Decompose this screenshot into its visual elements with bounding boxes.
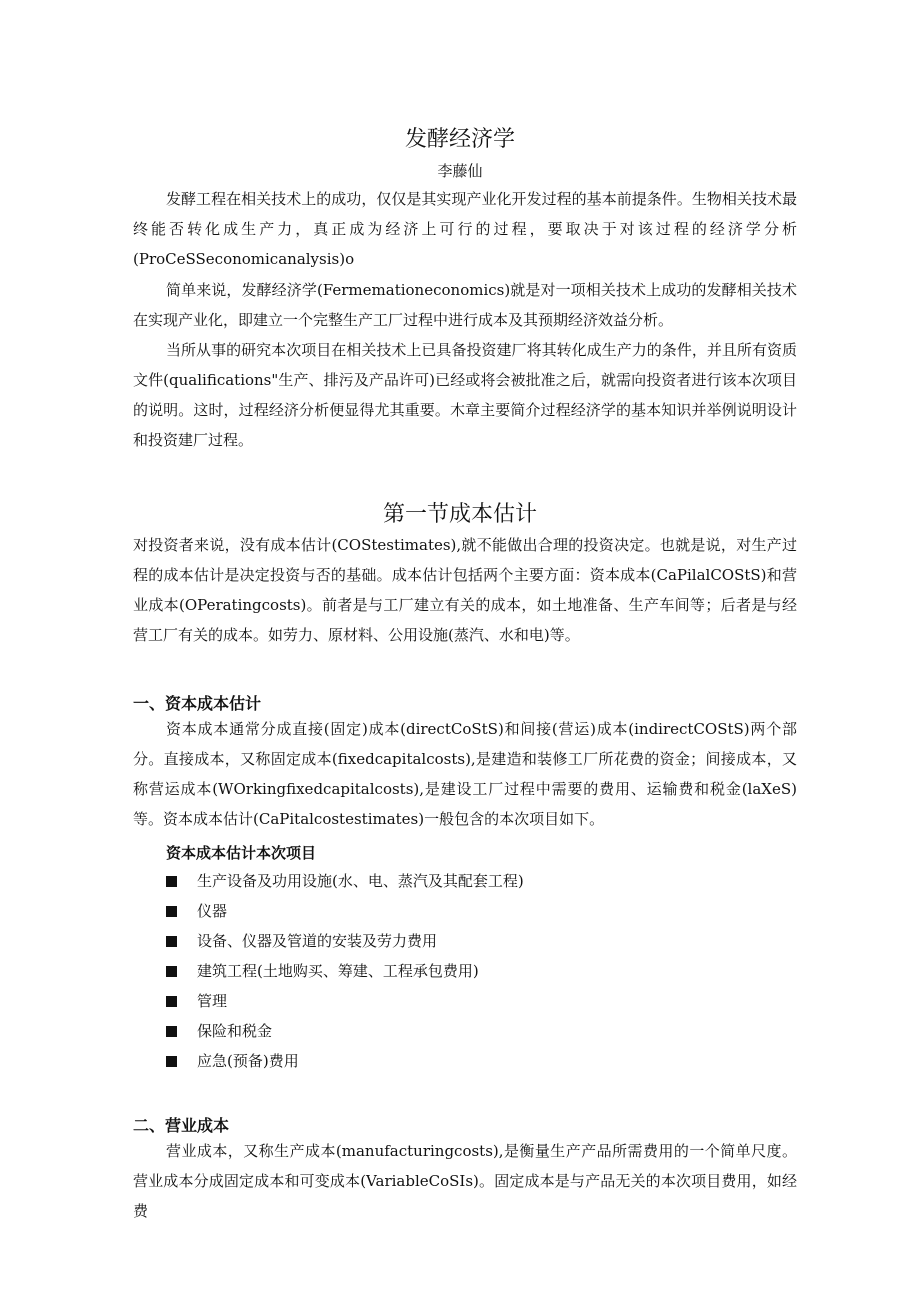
intro-paragraph-2: 简单来说，发酵经济学(Fermemationeconomics)就是对一项相关技术上成功的发酵相关技术在实现产业化，即建立一个完整生产工厂过程中进行成本及其预期经济效益分析。 [133, 281, 797, 329]
document-title: 发酵经济学 [404, 127, 515, 152]
square-bullet-icon [166, 966, 177, 977]
list-item: 建筑工程(土地购买、筹建、工程承包费用) [166, 956, 524, 986]
intro-paragraph-3: 当所从事的研究本次项目在相关技术上已具备投资建厂将其转化成生产力的条件，并且所有资质文件(qualifications"生产、排污及产品许可)已经或将会被批准之后，就需向投资者进行该本次项目的说明。这时，过程经济分析便显得尤其重要。木章主要简介过程经济学的基本知识并举例说明设计和投资建厂过程。 [133, 341, 797, 449]
list-item: 仪器 [166, 896, 524, 926]
list-item: 管理 [166, 986, 524, 1016]
document-author: 李藤仙 [437, 162, 483, 180]
cost-item-list [166, 866, 524, 1076]
square-bullet-icon [166, 906, 177, 917]
intro-paragraph-1: 发酵工程在相关技术上的成功，仅仅是其实现产业化开发过程的基本前提条件。生物相关技术最终能否转化成生产力，真正成为经济上可行的过程，要取决于对该过程的经济学分析(ProCeSSeconomicanalysis)o [133, 190, 797, 268]
list-item: 保险和税金 [166, 1016, 524, 1046]
section1-paragraph: 对投资者来说，没有成本估计(COStestimates),就不能做出合理的投资决定。也就是说，对生产过程的成本估计是决定投资与否的基础。成本估计包括两个主要方面：资本成本(CaPilalCOStS)和营业成本(OPeratingcosts)。前者是与工厂建立有关的成本，如土地准备、生产车间等；后者是与经营工厂有关的成本。如劳力、原材料、公用设施(蒸汽、水和电)等。 [133, 536, 797, 644]
subsection2-heading: 二、营业成本 [133, 1116, 230, 1135]
section-title: 第一节成本估计 [382, 502, 537, 527]
list-item: 应急(预备)费用 [166, 1046, 524, 1076]
list-item: 设备、仪器及管道的安装及劳力费用 [166, 926, 524, 956]
square-bullet-icon [166, 876, 177, 887]
square-bullet-icon [166, 996, 177, 1007]
square-bullet-icon [166, 936, 177, 947]
subsection2-paragraph: 营业成本，又称生产成本(manufacturingcosts),是衡量生产产品所需费用的一个简单尺度。营业成本分成固定成本和可变成本(VariableCoSIs)。固定成本是与产品无关的本次项目费用，如经费 [133, 1142, 797, 1220]
list-title: 资本成本估计本次项目 [166, 844, 317, 862]
square-bullet-icon [166, 1056, 177, 1067]
list-item: 生产设备及功用设施(水、电、蒸汽及其配套工程) [166, 866, 524, 896]
subsection1-heading: 一、资本成本估计 [133, 694, 262, 713]
subsection1-paragraph: 资本成本通常分成直接(固定)成本(directCoStS)和间接(营运)成本(indirectCOStS)两个部分。直接成本，又称固定成本(fixedcapitalcosts),是建造和装修工厂所花费的资金；间接成本，又称营运成本(WOrkingfixedcapitalcosts),是建设工厂过程中需要的费用、运输费和税金(laXeS)等。资本成本估计(CaPitalcostestimates)一般包含的本次项目如下。 [133, 720, 797, 828]
square-bullet-icon [166, 1026, 177, 1037]
